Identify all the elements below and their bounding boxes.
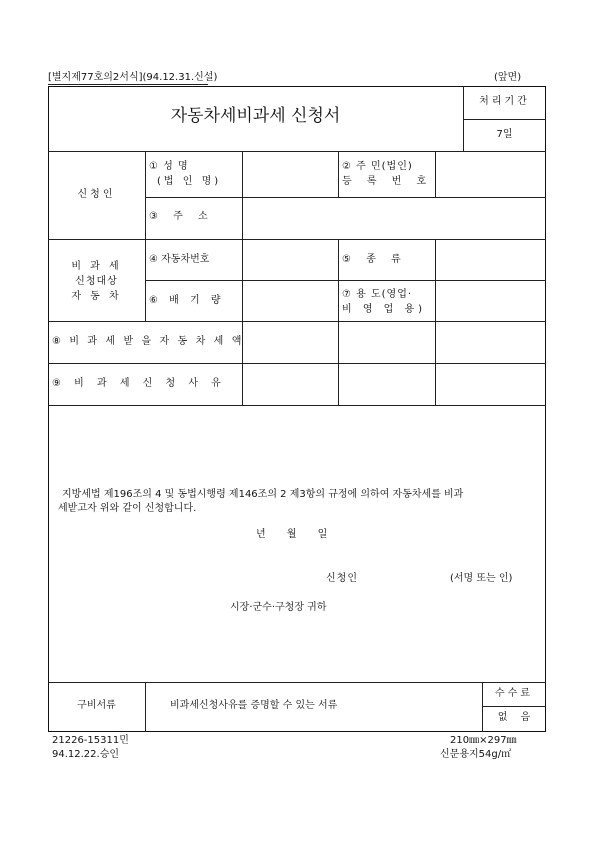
paper-size: 210㎜×297㎜: [450, 735, 517, 746]
form-code: 21226-15311민: [52, 735, 129, 746]
processing-period-label: 처리기간: [479, 96, 530, 107]
registration-number-label: ② 주 민(법인): [342, 161, 413, 172]
usage-field[interactable]: [436, 281, 546, 321]
name-label: ① 성 명: [149, 161, 189, 172]
usage-label: ⑦ 용 도(영업·: [342, 289, 413, 300]
address-label: ③ 주 소: [149, 211, 214, 222]
vehicle-type-field[interactable]: [436, 240, 546, 280]
form-reference-underline: [48, 84, 208, 85]
required-documents-value: 비과세신청사유를 증명할 수 있는 서류: [170, 700, 338, 711]
fee-label: 수수료: [495, 688, 533, 699]
address-field[interactable]: [243, 198, 546, 239]
tax-exempt-amount-field[interactable]: [243, 322, 338, 363]
vehicle-number-label: ④ 자동차번호: [149, 254, 210, 265]
statement-line-1: 지방세법 제196조의 4 및 동법시행령 제146조의 2 제3항의 규정에 의하여 자동차세를 비과: [62, 489, 464, 500]
vehicle-section-label-2: 신청대상: [75, 276, 118, 287]
divider: [463, 86, 464, 151]
page-side-label: (앞면): [494, 72, 522, 83]
tax-exempt-amount-label: ⑧ 비 과 세 받 을 자 동 차 세 액: [52, 336, 244, 347]
exemption-reason-field[interactable]: [243, 364, 338, 405]
applicant-signature-label: 신청인: [326, 573, 358, 584]
name-field[interactable]: [243, 152, 338, 197]
processing-period-value: 7일: [496, 129, 513, 140]
required-documents-label: 구비서류: [77, 700, 116, 711]
vehicle-number-field[interactable]: [243, 240, 338, 280]
displacement-field[interactable]: [243, 281, 338, 321]
approval-date: 94.12.22.승인: [52, 749, 120, 760]
corporate-name-label: (법 인 명): [157, 176, 222, 187]
vehicle-section-label-3: 자 동 차: [71, 291, 122, 302]
divider: [48, 682, 546, 683]
registration-number-field[interactable]: [436, 152, 546, 197]
divider: [482, 706, 546, 707]
registration-number-label-2: 등 록 번 호: [342, 176, 433, 187]
divider: [145, 151, 146, 321]
applicant-section-label: 신청인: [77, 189, 116, 200]
form-reference: [별지제77호의2서식](94.12.31.신설): [48, 72, 218, 83]
usage-label-2: 비 영 업 용): [342, 304, 427, 315]
paper-type: 신문용지54g/㎡: [440, 749, 512, 760]
displacement-label: ⑥ 배 기 량: [149, 295, 225, 306]
divider: [338, 151, 339, 197]
divider: [48, 405, 546, 406]
exemption-reason-label: ⑨ 비 과 세 신 청 사 유: [52, 378, 226, 389]
vehicle-section-label-1: 비 과 세: [71, 261, 122, 272]
vehicle-type-label: ⑤ 종 류: [342, 254, 407, 265]
divider: [338, 239, 339, 405]
divider: [145, 682, 146, 732]
fee-value: 없 음: [497, 712, 531, 723]
statement-line-2: 세받고자 위와 같이 신청합니다.: [58, 503, 197, 514]
form-title: 자동차세비과세 신청서: [170, 106, 341, 126]
divider: [463, 119, 546, 120]
signature-note: (서명 또는 인): [450, 573, 513, 584]
addressee: 시장·군수·구청장 귀하: [230, 602, 327, 613]
application-date: 년 월 일: [256, 529, 328, 540]
